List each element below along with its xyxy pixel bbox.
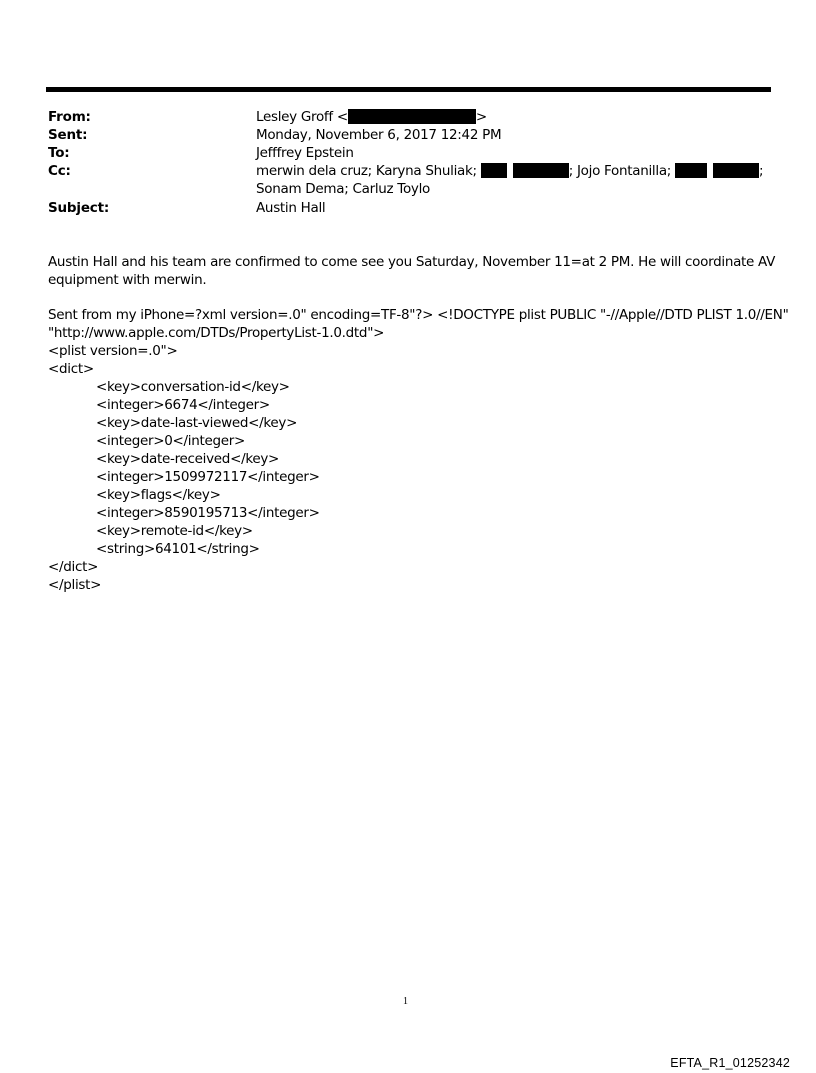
plist-line: Sent from my iPhone=?xml version=.0" encoding=TF-8"?> <!DOCTYPE plist PUBLIC "-//Apple//DTD PLIST 1.0//EN" xyxy=(48,307,789,323)
cc-part1: merwin dela cruz; Karyna Shuliak; xyxy=(256,163,477,179)
cc-part3: ; xyxy=(759,163,764,179)
redaction-box xyxy=(675,163,707,178)
plist-line: <string>64101</string> xyxy=(96,541,260,557)
redaction-box xyxy=(348,109,476,124)
redaction-box xyxy=(481,163,507,178)
plist-line: <integer>1509972117</integer> xyxy=(96,469,320,485)
message-line: Austin Hall and his team are confirmed to come see you Saturday, November 11=at 2 PM. He will coordinate AV xyxy=(48,254,776,270)
plist-line: <integer>0</integer> xyxy=(96,433,246,449)
redaction-box xyxy=(713,163,759,178)
subject-value: Austin Hall xyxy=(256,200,326,216)
plist-line: </plist> xyxy=(48,577,102,593)
to-value: Jefffrey Epstein xyxy=(256,145,354,161)
plist-line: <key>conversation-id</key> xyxy=(96,379,290,395)
cc-value-line2: Sonam Dema; Carluz Toylo xyxy=(256,181,431,197)
redaction-box xyxy=(513,163,569,178)
plist-line: <key>flags</key> xyxy=(96,487,221,503)
cc-value-line1 xyxy=(256,163,763,179)
cc-part2: ; Jojo Fontanilla; xyxy=(568,163,672,179)
plist-block xyxy=(48,306,788,594)
document-id: EFTA_R1_01252342 xyxy=(670,1056,790,1070)
plist-line: <plist version=.0"> xyxy=(48,343,178,359)
from-close: > xyxy=(475,109,487,125)
top-rule xyxy=(46,87,771,92)
plist-line: </dict> xyxy=(48,559,99,575)
page-number: 1 xyxy=(403,996,408,1007)
plist-line: <key>remote-id</key> xyxy=(96,523,253,539)
plist-line: <integer>8590195713</integer> xyxy=(96,505,320,521)
message-paragraph xyxy=(48,253,775,289)
plist-line: <integer>6674</integer> xyxy=(96,397,270,413)
subject-label: Subject: xyxy=(48,200,110,216)
plist-line: <key>date-last-viewed</key> xyxy=(96,415,298,431)
sent-label: Sent: xyxy=(48,127,88,143)
message-line: equipment with merwin. xyxy=(48,272,207,288)
plist-line: "http://www.apple.com/DTDs/PropertyList-1.0.dtd"> xyxy=(48,325,385,341)
cc-label: Cc: xyxy=(48,163,71,179)
from-name: Lesley Groff < xyxy=(256,109,348,125)
to-label: To: xyxy=(48,145,70,161)
from-label: From: xyxy=(48,109,91,125)
from-value xyxy=(256,109,487,125)
plist-line: <dict> xyxy=(48,361,94,377)
sent-value: Monday, November 6, 2017 12:42 PM xyxy=(256,127,502,143)
plist-line: <key>date-received</key> xyxy=(96,451,280,467)
